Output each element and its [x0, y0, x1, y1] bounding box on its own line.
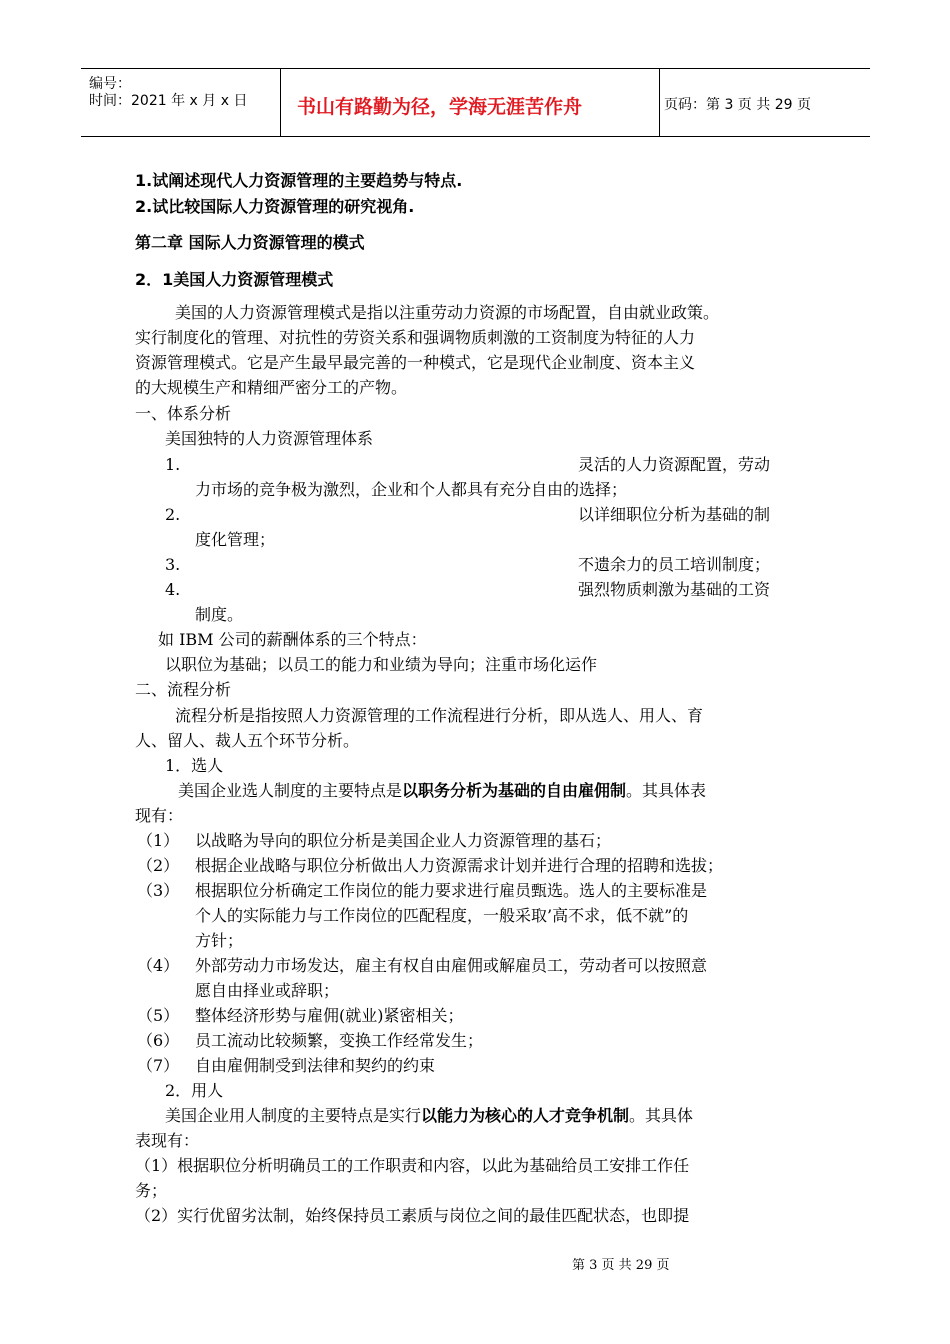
list-item-text: 个人的实际能力与工作岗位的匹配程度，一般采取’高不求，低不就”的	[195, 906, 689, 925]
question-2: 2.试比较国际人力资源管理的研究视角.	[135, 197, 415, 216]
page-footer: 第 3 页 共 29 页	[572, 1258, 670, 1273]
list-item-number: 1.	[165, 455, 181, 474]
list-item-number: （7）	[137, 1056, 180, 1075]
ibm-points: 以职位为基础；以员工的能力和业绩为导向；注重市场化运作	[165, 655, 598, 674]
list-item-number: （2）	[137, 856, 180, 875]
paragraph-line: 美国的人力资源管理模式是指以注重劳动力资源的市场配置，自由就业政策。	[175, 303, 720, 322]
list-item-continuation: 力市场的竞争极为激烈，企业和个人都具有充分自由的选择；	[195, 480, 628, 499]
list-item-text: 整体经济形势与雇佣(就业)紧密相关；	[195, 1006, 464, 1025]
part2-heading: 二、流程分析	[135, 680, 232, 699]
use-heading: 2．用人	[165, 1081, 224, 1100]
header-divider	[280, 69, 281, 136]
use-intro-line: 表现有：	[135, 1131, 200, 1150]
header-page-info: 页码：第 3 页 共 29 页	[664, 97, 811, 113]
paragraph-line: 的大规模生产和精细严密分工的产物。	[135, 378, 408, 397]
list-item-number: 2.	[165, 505, 181, 524]
list-item-text: 外部劳动力市场发达，雇主有权自由雇佣或解雇员工，劳动者可以按照意	[195, 956, 708, 975]
paragraph-line: 流程分析是指按照人力资源管理的工作流程进行分析，即从选人、用人、育	[175, 706, 704, 725]
question-1: 1.试阐述现代人力资源管理的主要趋势与特点.	[135, 171, 463, 190]
list-item-number: （6）	[137, 1031, 180, 1050]
list-item-text: 方针；	[195, 931, 244, 950]
list-item-text: （2）实行优留劣汰制，始终保持员工素质与岗位之间的最佳匹配状态，也即提	[135, 1206, 690, 1225]
list-item-text: 以详细职位分析为基础的制	[578, 505, 771, 524]
part1-heading: 一、体系分析	[135, 404, 232, 423]
list-item-text: 员工流动比较频繁，变换工作经常发生；	[195, 1031, 484, 1050]
list-item-text: 愿自由择业或辞职；	[195, 981, 340, 1000]
select-intro-line: 美国企业选人制度的主要特点是以职务分析为基础的自由雇佣制。其具体表	[178, 781, 707, 800]
select-heading: 1．选人	[165, 756, 224, 775]
list-item-continuation: 度化管理；	[195, 530, 276, 549]
ibm-heading: 如 IBM 公司的薪酬体系的三个特点：	[158, 630, 427, 649]
list-item-text: 强烈物质刺激为基础的工资	[578, 580, 771, 599]
list-item-text: 务；	[135, 1181, 168, 1200]
part1-subheading: 美国独特的人力资源管理体系	[165, 429, 374, 448]
list-item-number: 4.	[165, 580, 181, 599]
list-item-text: 自由雇佣制受到法律和契约的约束	[195, 1056, 436, 1075]
list-item-number: （5）	[137, 1006, 180, 1025]
list-item-number: （4）	[137, 956, 180, 975]
list-item-number: 3.	[165, 555, 181, 574]
paragraph-line: 人、留人、裁人五个环节分析。	[135, 731, 360, 750]
section-title: 2．1美国人力资源管理模式	[135, 270, 334, 289]
list-item-text: 根据企业战略与职位分析做出人力资源需求计划并进行合理的招聘和选拔；	[195, 856, 724, 875]
header-number-label: 编号：	[89, 76, 131, 92]
list-item-number: （3）	[137, 881, 180, 900]
chapter-title: 第二章 国际人力资源管理的模式	[135, 233, 365, 252]
paragraph-line: 实行制度化的管理、对抗性的劳资关系和强调物质刺激的工资制度为特征的人力	[135, 328, 696, 347]
header-divider	[659, 69, 660, 136]
use-intro-line: 美国企业用人制度的主要特点是实行以能力为核心的人才竞争机制。其具体	[165, 1106, 694, 1125]
list-item-number: （1）	[137, 831, 180, 850]
header-time-label: 时间：2021 年 x 月 x 日	[89, 93, 248, 109]
paragraph-line: 资源管理模式。它是产生最早最完善的一种模式，它是现代企业制度、资本主义	[135, 353, 696, 372]
list-item-text: 以战略为导向的职位分析是美国企业人力资源管理的基石；	[195, 831, 612, 850]
header-motto: 书山有路勤为径，学海无涯苦作舟	[297, 96, 583, 118]
select-intro-line: 现有：	[135, 806, 184, 825]
list-item-text: 灵活的人力资源配置，劳动	[578, 455, 771, 474]
list-item-text: 不遗余力的员工培训制度；	[578, 555, 771, 574]
list-item-continuation: 制度。	[195, 605, 244, 624]
list-item-text: 根据职位分析确定工作岗位的能力要求进行雇员甄选。选人的主要标准是	[195, 881, 708, 900]
list-item-text: （1）根据职位分析明确员工的工作职责和内容，以此为基础给员工安排工作任	[135, 1156, 690, 1175]
